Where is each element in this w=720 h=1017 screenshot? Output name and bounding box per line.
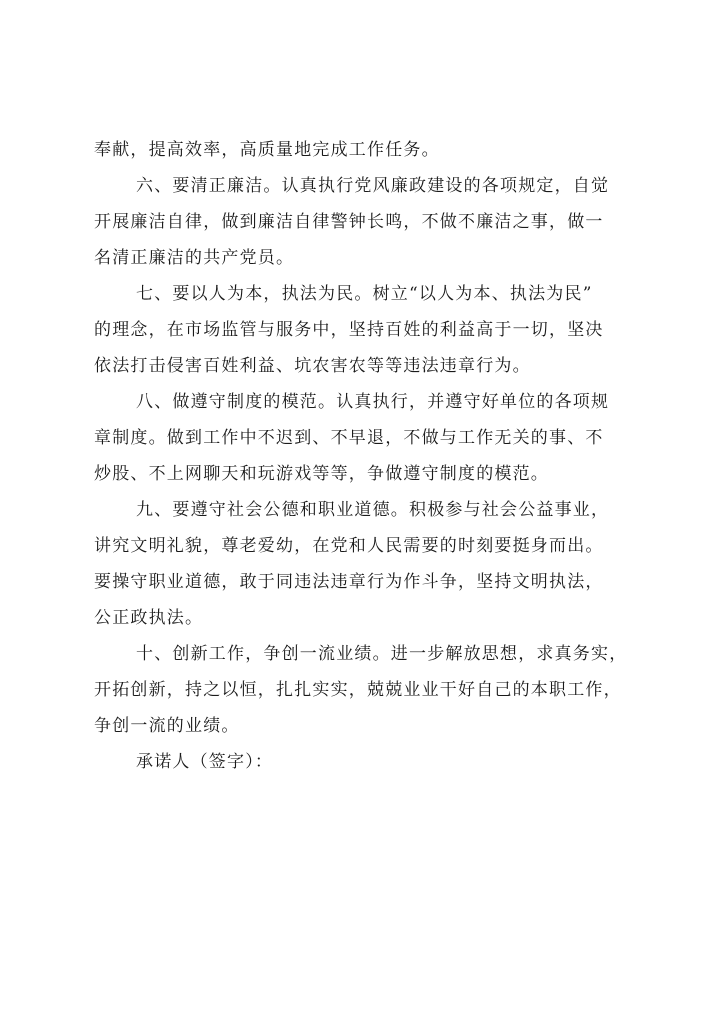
text-line: 九、要遵守社会公德和职业道德。积极参与社会公益事业， [136,500,610,520]
text-line: 八、做遵守制度的模范。认真执行，并遵守好单位的各项规 [136,392,610,412]
text-line: 的理念，在市场监管与服务中，坚持百姓的利益高于一切，坚决 [94,320,604,340]
text-line: 讲究文明礼貌，尊老爱幼，在党和人民需要的时刻要挺身而出。 [94,536,604,556]
text-line: 章制度。做到工作中不迟到、不早退，不做与工作无关的事、不 [94,428,604,448]
text-line: 依法打击侵害百姓利益、坑农害农等等违法违章行为。 [94,356,531,376]
text-line: 七、要以人为本，执法为民。树立“以人为本、执法为民” [136,284,593,304]
text-line: 开展廉洁自律，做到廉洁自律警钟长鸣，不做不廉洁之事，做一 [94,212,604,232]
text-line: 名清正廉洁的共产党员。 [94,248,295,268]
text-line: 十、创新工作，争创一流业绩。进一步解放思想，求真务实， [136,644,628,664]
text-line: 争创一流的业绩。 [94,716,240,736]
text-line: 开拓创新，持之以恒，扎扎实实，兢兢业业干好自己的本职工作， [94,680,622,700]
text-line: 公正政执法。 [94,608,204,628]
signature-label: 承诺人（签字）： [136,752,274,772]
text-line: 要操守职业道德，敢于同违法违章行为作斗争，坚持文明执法， [94,572,604,592]
text-line: 六、要清正廉洁。认真执行党风廉政建设的各项规定，自觉 [136,176,610,196]
text-line: 炒股、不上网聊天和玩游戏等等，争做遵守制度的模范。 [94,464,549,484]
text-line: 奉献，提高效率，高质量地完成工作任务。 [94,140,440,160]
document-body [94,132,674,780]
